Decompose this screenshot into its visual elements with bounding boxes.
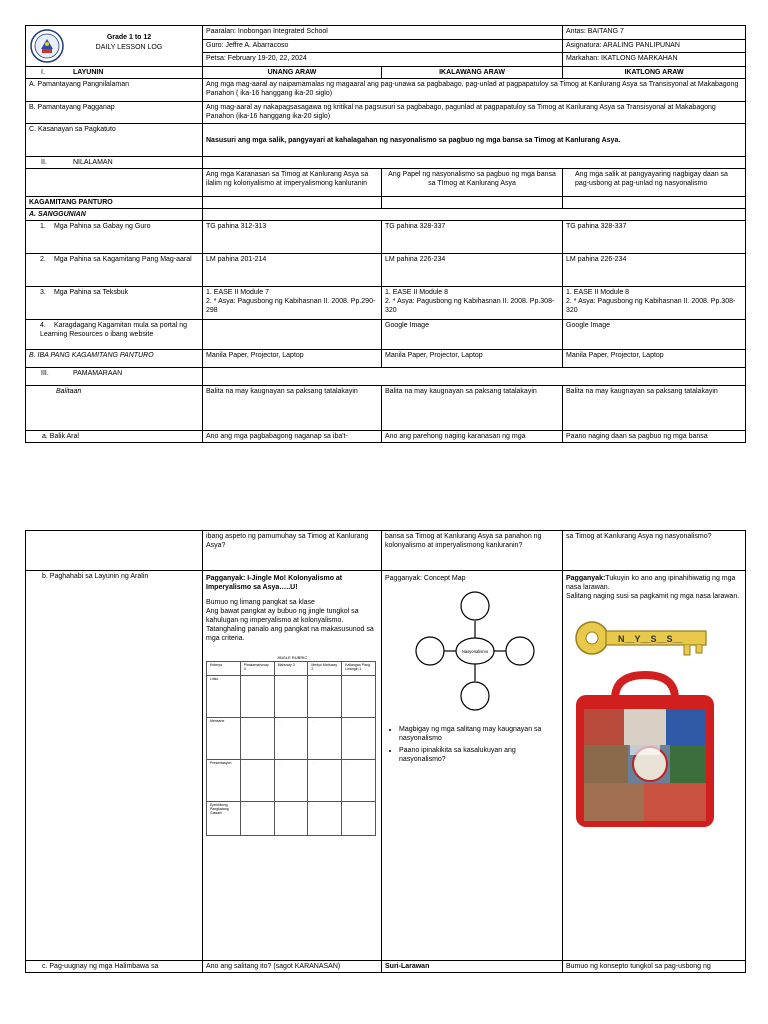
kasanayan-text: Nasusuri ang mga salik, pangyayari at kahalagahan ng nasyonalismo sa pagbuo ng mga bansa sa Timog at Kanlurang Asya. [203,124,746,157]
quarter-cell: Markahan: IKATLONG MARKAHAN [563,53,746,67]
iba-pang-kagamitan-label: B. IBA PANG KAGAMITANG PANTURO [26,350,203,368]
pamantayang-pagganap-content: Ang mag-aaral ay nakapagsasagawa ng kritikal na pagsusuri sa pagbabago, pagunlad at pagpapatuloy sa Timog at Kanlurang Asya sa Transisyonal at Makabagong Panahon (ika-16 hanggang ika-20 siglo) [206,104,716,120]
materials-row-3-day2: 1. EASE II Module 8 2. * Asya: Pagusbong ng Kabihasnan II. 2008. Pp.308-320 [382,287,563,320]
deped-seal-icon [30,29,64,63]
iba-pang-kagamitan-day1: Manila Paper, Projector, Laptop [203,350,382,368]
grade-level-cell: Antas: BAITANG 7 [563,26,746,40]
rubric-cell: … [342,760,376,802]
pamantayang-pangnilalaman-text: Ang mga mag-aaral ay naipamamalas ng magaaral ang pag-unawa sa pagbabago, pag-unlad at pagpapatuloy sa Timog at Kanlurang Asya sa Transisyonal at Makabagong Panahon ( ika-16 hanggang ika-20 siglo) [203,79,746,102]
materials-row-2-label [26,254,203,287]
balitaan-day1: Balita na may kaugnayan sa paksang tatalakayin [203,386,382,431]
kagamitan-title: KAGAMITANG PANTURO [26,197,203,209]
kagamitan-blank-2 [382,197,563,209]
concept-map-questions [385,725,559,764]
teacher-cell: Guro: Jeffre A. Abarracoso [203,39,563,53]
kasanayan-label: C. Kasanayan sa Pagkatuto [26,124,203,157]
rubric-table [206,661,376,836]
rubric-cell: … [342,718,376,760]
row-label: Mga Pahina sa Kagamitang Pang Mag-aaral [53,256,192,263]
day1-header: UNANG ARAW [203,67,382,79]
materials-row-3-day3: 1. EASE II Module 8 2. * Asya: Pagusbong ng Kabihasnan II. 2008. Pp.308-320 [563,287,746,320]
rubric-header: Mahusay 3 [274,662,308,676]
day2-header: IKALAWANG ARAW [382,67,563,79]
rubric-cell: … [274,802,308,836]
section2-title: NILALAMAN [72,159,113,166]
key-icon [574,615,714,661]
rubric-cell: … [274,760,308,802]
row-number: 1. [40,223,46,230]
rubric-cell: … [240,760,274,802]
section2-blank [203,157,746,169]
balik-aral-label: a. Balik Aral [26,431,203,443]
iba-pang-kagamitan-day3: Manila Paper, Projector, Laptop [563,350,746,368]
rubric-cell: … [274,676,308,718]
row-number: 2. [40,256,46,263]
materials-row-1-day3: TG pahina 328-337 [563,221,746,254]
lesson-log-table-1 [25,25,746,443]
concept-node-right [506,637,534,665]
pamantayang-pangnilalaman-label: A. Pamantayang Pangnilalaman [26,79,203,102]
kagamitan-blank-3 [563,197,746,209]
rubric-row-label: Epektibong Pangkatang Gawain [207,802,241,836]
row-label: Mga Pahina sa Gabay ng Guro [53,223,151,230]
jingle-rubric [206,655,378,836]
balik-aral-cont-day1: ibang aspeto ng pamumuhay sa Timog at Kanlurang Asya? [203,531,382,571]
lesson-log-table-2 [25,530,746,973]
iba-pang-kagamitan-day2: Manila Paper, Projector, Laptop [382,350,563,368]
rubric-row-label: Liriko [207,676,241,718]
kagamitan-blank-1 [203,197,382,209]
section1-title-cell: I. LAYUNIN [26,67,203,79]
materials-row-2-day3: LM pahina 226-234 [563,254,746,287]
materials-row-4-label [26,320,203,350]
row-label: Karagdagang Kagamitan mula sa portal ng Learning Resources o ibang website [40,322,188,338]
pamantayang-pagganap-label: B. Pamantayang Pagganap [26,102,203,124]
pagganyak-body: Tukuyin ko ano ang ipinahihiwatig ng mga nasa larawan. Salitang naging susi sa pagkamit ng mga nasa larawan. [566,575,740,600]
rubric-cell: … [342,802,376,836]
header-logo-cell [26,26,203,67]
school-cell: Paaralan: Inobongan Integrated School [203,26,563,40]
materials-row-3-day1: 1. EASE II Module 7 2. * Asya: Pagusbong ng Kabihasnan II. 2008. Pp.290-298 [203,287,382,320]
materials-row-3-label [26,287,203,320]
rubric-title: JINGLE RUBRIC [276,655,308,660]
sanggunian-blank [203,209,746,221]
pamantayang-pagganap-text [203,102,746,124]
section3-title-cell: III. PAMAMARAAN [26,368,203,386]
rubric-header: Pinakamahusay 4 [240,662,274,676]
balik-aral-cont-day3: sa Timog at Kanlurang Asya ng nasyonalismo? [563,531,746,571]
rubric-cell: … [342,676,376,718]
balitaan-label: Balitaan [26,386,203,431]
nilalaman-day3: Ang mga salik at pangyayaring nagbigay daan sa pag-usbong at pag-unlad ng nasyonalismo [563,169,746,197]
balitaan-day3: Balita na may kaugnayan sa paksang tatalakayin [563,386,746,431]
concept-node-bottom [461,682,489,710]
concept-question-2: • Paano ipinakikita sa kasalukuyan ang nasyonalismo? [399,746,559,764]
rubric-cell: … [308,760,342,802]
balik-aral-day2: Ano ang parehong naging karanasan ng mga [382,431,563,443]
paghahabi-day1 [203,571,382,961]
rubric-cell: … [308,718,342,760]
section1-title: LAYUNIN [72,69,104,76]
balik-aral-day1: Ano ang mga pagbabagong naganap sa iba't- [203,431,382,443]
materials-row-2-day1: LM pahina 201-214 [203,254,382,287]
pagganyak-text-block [566,574,742,601]
pag-uugnay-day1: Ano ang salitang ito? (sagot KARANASAN) [203,961,382,973]
materials-row-4-day3: Google Image [563,320,746,350]
lesson-log-page-1 [25,25,745,443]
balitaan-day2: Balita na may kaugnayan sa paksang tatalakayin [382,386,563,431]
concept-map-diagram [415,591,535,711]
concept-map-title: Pagganyak: Concept Map [385,575,466,582]
section3-title: PAMAMARAAN [72,370,123,377]
materials-row-2-day2: LM pahina 226-234 [382,254,563,287]
balik-aral-day3: Paano naging daan sa pagbuo ng mga bansa [563,431,746,443]
red-bag-collage-image [570,669,720,829]
rubric-cell: … [240,718,274,760]
pag-uugnay-day3: Bumuo ng konsepto tungkol sa pag-usbong ng [563,961,746,973]
jingle-instructions: Bumuo ng limang pangkat sa klase Ang bawat pangkat ay bubuo ng jingle tungkol sa kahulugan ng imperyalismo at kolonyalismo. Tatanghaling panalo ang pangkat na makasusunod sa mga criteria. [206,599,374,642]
row-label: Mga Pahina sa Teksbuk [53,289,129,296]
materials-row-1-day1: TG pahina 312-313 [203,221,382,254]
materials-row-4-day1 [203,320,382,350]
nilalaman-blank [26,169,203,197]
nilalaman-day1: Ang mga Karanasan sa Timog at Kanlurang Asya sa ilalim ng kolonyalismo at imperyalismong kanluranin [203,169,382,197]
balik-aral-cont-day2: bansa sa Timog at Kanlurang Asya sa panahon ng kolonyalismo at imperyalismong kanluranin? [382,531,563,571]
subject-cell: Asignatura: ARALING PANLIPUNAN [563,39,746,53]
concept-node-top [461,592,489,620]
pag-uugnay-day2: Suri-Larawan [382,961,563,973]
pag-uugnay-label: c. Pag-uugnay ng mga Halimbawa sa [26,961,203,973]
section3-blank [203,368,746,386]
continuation-blank [26,531,203,571]
materials-row-1-day2: TG pahina 328-337 [382,221,563,254]
jingle-title: Pagganyak: I-Jingle Mo! Kolonyalismo at Imperyalismo sa Asya…..U! [206,575,343,591]
log-title: DAILY LESSON LOG [95,44,163,51]
rubric-header: Medyo Mahusay 2 [308,662,342,676]
paghahabi-day2 [382,571,563,961]
sanggunian-title: A. SANGGUNIAN [26,209,203,221]
grade-label: Grade 1 to 12 [106,34,152,41]
row-number: 3. [40,289,46,296]
rubric-header: Kailangan Pang Linangin 1 [342,662,376,676]
lesson-log-page-2 [25,530,745,973]
row-number: 4. [40,322,46,329]
rubric-cell: … [308,676,342,718]
nilalaman-day2: Ang Papel ng nasyonalismo sa pagbuo ng mga bansa sa TImog at Kanlurang Asya [382,169,563,197]
materials-row-1-label [26,221,203,254]
rubric-header: Kriterya [207,662,241,676]
concept-center-label: Nasyonalismo [461,649,489,654]
rubric-row-label: Mensahe [207,718,241,760]
paghahabi-label: b. Paghahabi sa Layunin ng Aralin [26,571,203,961]
paghahabi-day3 [563,571,746,961]
concept-node-left [416,637,444,665]
day3-header: IKATLONG ARAW [563,67,746,79]
rubric-cell: … [240,802,274,836]
pagganyak-label: Pagganyak: [566,575,606,582]
rubric-cell: … [240,676,274,718]
key-label: N__Y__S__S__ [618,634,683,644]
rubric-cell: … [308,802,342,836]
section2-title-cell: II. NILALAMAN [26,157,203,169]
concept-question-1: • Magbigay ng mga salitang may kaugnayan sa nasyonalismo [399,725,559,743]
materials-row-4-day2: Google Image [382,320,563,350]
date-cell: Petsa: February 19-20, 22, 2024 [203,53,563,67]
rubric-row-label: Presentasyon [207,760,241,802]
rubric-cell: … [274,718,308,760]
